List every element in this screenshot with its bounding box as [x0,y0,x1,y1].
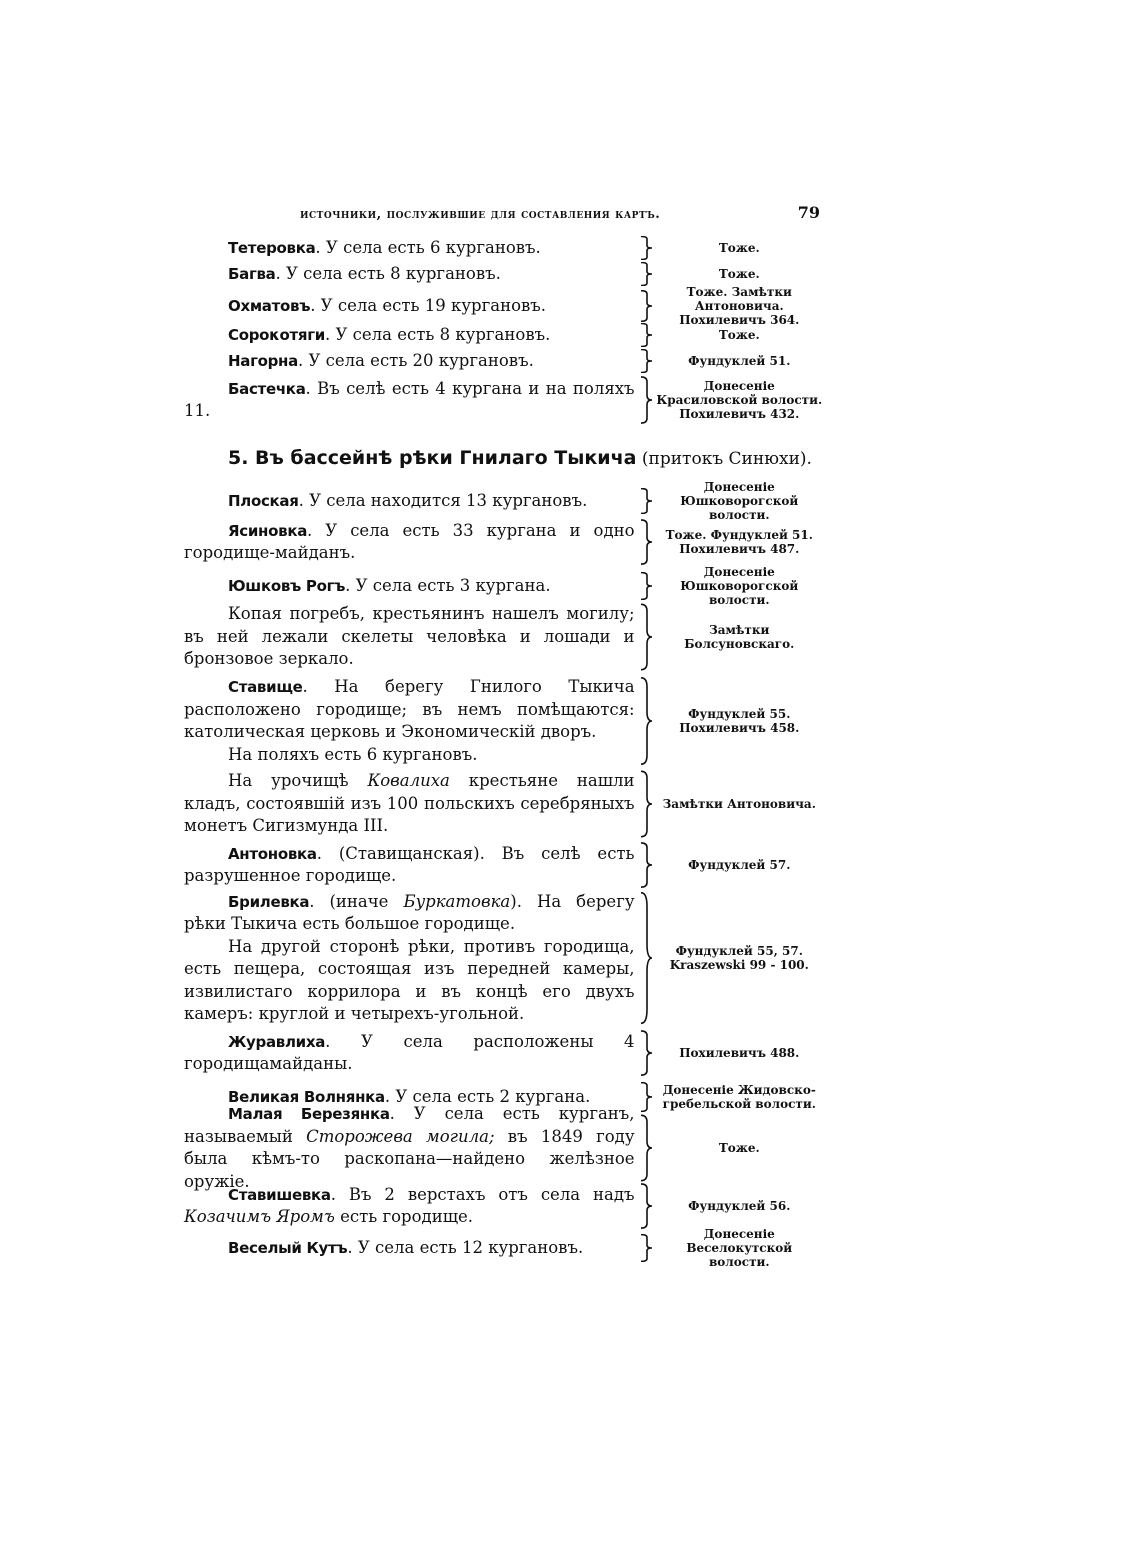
entry-okhmatov: Охматовъ. У села есть 19 кургановъ. Тоже. Замѣтки Антоновича. Похилевичъ 364. [184,290,824,322]
entry-nagorna: Нагорна. У села есть 20 кургановъ. Фундуклей 51. [184,349,824,373]
brace-icon [639,376,653,424]
brace-icon [639,1114,653,1182]
entry-bagva: Багва. У села есть 8 кургановъ. Тоже. [184,262,824,286]
brace-icon [639,262,653,286]
entry-name: Плоская [228,491,299,510]
entry-name: Журавлиха [228,1032,326,1051]
source-ref: Тоже. [718,1141,760,1155]
source-ref: Тоже. Замѣтки Антоновича. Похилевичъ 364. [679,285,800,327]
brace-icon [639,676,653,766]
entry-name: Нагорна [228,351,298,370]
brace-icon [639,1030,653,1076]
entry-kopaya-pogreb: Копая погребъ, крестьянинъ нашелъ могилу; въ ней лежали скелеты человѣка и лошади и бронзовое зеркало. Замѣтки Болсуновскаго. [184,603,824,671]
brace-icon [639,519,653,565]
source-ref: Фундуклей 55, 57. Kraszewski 99 - 100. [669,944,809,972]
source-ref: Донесеніе Жидовско-гребельской волости. [662,1083,816,1111]
entry-name: Тетеровка [228,238,316,257]
brace-icon [639,890,653,1026]
source-ref: Замѣтки Антоновича. [662,797,816,811]
entry-name: Багва [228,264,276,283]
brace-icon [639,236,653,260]
entry-malaya-berezyanka: Малая Березянка. У села есть курганъ, называемый Сторожева могила; въ 1849 году была кѣмъ-то раскопана—найдено желѣзное оружіе. Тоже. [184,1114,824,1182]
entry-stavishevka: Ставишевка. Въ 2 верстахъ отъ села надъ Козачимъ Яромъ есть городище. Фундуклей 56. [184,1183,824,1229]
source-ref: Тоже. [718,328,760,342]
brace-icon [639,1183,653,1229]
brace-icon [639,349,653,373]
entry-name: Антоновка [228,844,317,863]
entry-name: Ставище [228,678,303,696]
source-ref: Похилевичъ 488. [679,1046,800,1060]
source-ref: Фундуклей 51. [688,354,791,368]
brace-icon [639,488,653,514]
entry-yushkov-rog: Юшковъ Рогъ. У села есть 3 кургана. Донесеніе Юшковорогской волости. [184,572,824,600]
brace-icon [639,323,653,347]
brace-icon [639,770,653,838]
section-heading: 5. Въ бассейнѣ рѣки Гнилаго Тыкича (притокъ Синюхи). [228,447,812,469]
page-number: 79 [797,203,820,222]
entry-name: Юшковъ Рогъ [228,576,346,595]
running-title: источники, послужившие для составления картъ. [300,207,661,222]
brace-icon [639,1082,653,1112]
source-ref: Фундуклей 55. Похилевичъ 458. [679,707,800,735]
entry-kovalikha: На урочищѣ Ковалиха крестьяне нашли кладъ, состоявшій изъ 100 польскихъ серебряныхъ монетъ Сигизмунда III. Замѣтки Антоновича. [184,770,824,838]
brace-icon [639,572,653,600]
entry-name: Ясиновка [228,521,308,540]
entry-name: Ставишевка [228,1185,331,1204]
entry-yasinovka: Ясиновка. У села есть 33 кургана и одно городище-майданъ. Тоже. Фундуклей 51. Похилевичъ 487. [184,519,824,565]
source-ref: Фундуклей 57. [688,858,791,872]
entry-name: Бастечка [228,379,306,398]
entry-stavishche: Ставище. На берегу Гнилого Тыкича расположено городище; въ немъ помѣщаются: католическая церковь и Экономическій дворъ. На поляхъ есть 6 кургановъ. Фундуклей 55. Похилевичъ 458. [184,676,824,766]
entry-name: Малая Березянка [228,1105,390,1123]
brace-icon [639,290,653,322]
entry-name: Великая Волнянка [228,1087,385,1106]
source-ref: Замѣтки Болсуновскаго. [684,623,795,651]
entry-bastechka: Бастечка. Въ селѣ есть 4 кургана и на поляхъ 11. Донесеніе Красиловской волости. Похилевичъ 432. [184,376,824,424]
source-ref: Фундуклей 56. [688,1199,791,1213]
brace-icon [639,842,653,888]
entry-teterovka: Тетеровка. У села есть 6 кургановъ. Тоже. [184,236,824,260]
entry-antonovka: Антоновка. (Ставищанская). Въ селѣ есть разрушенное городище. Фундуклей 57. [184,842,824,888]
entry-name: Охматовъ [228,296,311,315]
entry-ploskaya: Плоская. У села находится 13 кургановъ. Донесеніе Юшковорогской волости. [184,488,824,514]
source-ref: Тоже. Фундуклей 51. Похилевичъ 487. [665,528,813,556]
entry-zhuravlikha: Журавлиха. У села расположены 4 городищамайданы. Похилевичъ 488. [184,1030,824,1076]
source-ref: Донесеніе Веселокутской волости. [686,1227,793,1269]
entry-brilevka: Брилевка. (иначе Буркатовка). На берегу рѣки Тыкича есть большое городище. На другой сторонѣ рѣки, противъ городища, есть пещера, состоящая изъ передней камеры, извилистаго коррилора и въ концѣ его двухъ камеръ: круглой и четырехъ-угольной. Фундуклей 55, 57. Kraszewski 99 - 100. [184,890,824,1026]
source-ref: Тоже. [718,241,760,255]
entry-velikaya-volnyanka: Великая Волнянка. У села есть 2 кургана. Донесеніе Жидовско-гребельской волости. [184,1082,824,1112]
source-ref: Донесеніе Юшковорогской волости. [680,565,799,607]
entry-name: Сороκотяги [228,325,325,344]
source-ref: Донесеніе Красиловской волости. Похилевичъ 432. [656,379,823,421]
entry-name: Брилевка [228,892,310,911]
page-header [300,203,820,225]
entry-sorokotyagi: Сороκотяги. У села есть 8 кургановъ. Тоже. [184,323,824,347]
brace-icon [639,1234,653,1262]
source-ref: Тоже. [718,267,760,281]
entry-veselyi-kut: Веселый Кутъ. У села есть 12 кургановъ. Донесеніе Веселокутской волости. [184,1234,824,1262]
brace-icon [639,603,653,671]
source-ref: Донесеніе Юшковорогской волости. [680,480,799,522]
entry-name: Веселый Кутъ [228,1238,348,1257]
